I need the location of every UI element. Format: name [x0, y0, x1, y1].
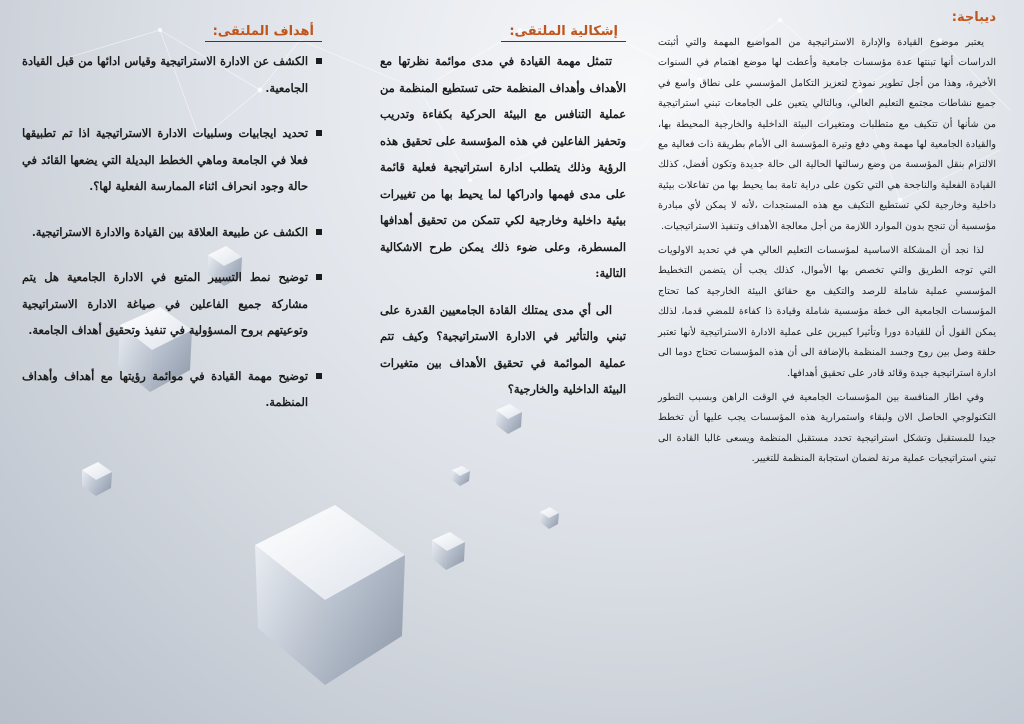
intro-paragraph-2: لذا نجد أن المشكلة الاساسية لمؤسسات التعليم العالي هي في تحديد الاولويات التي توجه الطريق والتي تخصص بها الأموال، كذلك يجب أن يتضمن التخطيط المؤسسي عملية شاملة للرصد والتكيف مع حقائق البيئة الخارجية كما تحتاج المؤسسات الجامعية الى خطة مؤسسية شاملة وقيادة ذا كفاءة للمضي قدما، لذلك يمكن القول أن للقيادة دورا وتأثيرا كبيرين على عملية الادارة الاستراتيجية لأنها تعتبر حلقة وصل بين روح وجسد المنظمة بالإضافة الى أن هذه المؤسسات تحتاج دوما الى ادارة استراتيجية جيدة وقائد قادر على تحقيق أهدافها. [658, 245, 996, 379]
square-bullet-icon [316, 373, 322, 379]
objective-item [22, 363, 322, 416]
small-cube-5 [540, 507, 559, 529]
square-bullet-icon [316, 274, 322, 280]
square-bullet-icon [316, 130, 322, 136]
objective-text: توضيح نمط التسيير المتبع في الادارة الجامعية هل يتم مشاركة جميع الفاعلين في صياغة الادارة الاستراتيجية وتوعيتهم بروح المسؤولية في تنفيذ وتحقيق أهداف الجامعة. [22, 270, 308, 337]
square-bullet-icon [316, 229, 322, 235]
square-bullet-icon [316, 58, 322, 64]
objective-item [22, 264, 322, 344]
objective-text: الكشف عن طبيعة العلاقة بين القيادة والادارة الاستراتيجية. [31, 224, 308, 239]
objectives-heading: أهداف الملتقى: [205, 24, 322, 42]
problem-paragraph-1: تتمثل مهمة القيادة في مدى موائمة نظرتها مع الأهداف وأهداف المنظمة حتى تستطيع المنظمة من عملية التنافس مع البيئة الحركية بكفاءة وتدريب وتحفيز الفاعلين في هذه المؤسسة على تحقيق هذه الرؤية وذلك يتطلب ادارة استراتيجية فعلية قائمة على مدى فهمها وادراكها لما يحيط بها من تغييرات بيئية داخلية وخارجية لكي تتمكن من تحقيق أهدافها المسطرة، وعلى ضوء ذلك يمكن طرح الاشكالية التالية: [380, 54, 626, 280]
problem-question: الى أي مدى يمتلك القادة الجامعيين القدرة على تبني والتأثير في الادارة الاستراتيجية؟ وكيف تتم عملية الموائمة في تحقيق الأهداف بين متغيرات البيئة الداخلية والخارجية؟ [380, 302, 626, 396]
objective-item [22, 219, 322, 246]
objective-text: الكشف عن الادارة الاستراتيجية وقياس ادائها من قبل القيادة الجامعية. [22, 54, 308, 95]
intro-paragraph-3: وفي اطار المنافسة بين المؤسسات الجامعية في الوقت الراهن وبسبب التطور التكنولوجي الحاصل الان ولبقاء واستمرارية هذه المؤسسات يجب عليها أن تخطط جيدا للمستقبل وتشكل استراتيجية تحدد مستقبل المنظمة ويسعى غالبا القادة الى تبني استراتيجيات عملية مرنة لضمان استجابة المنظمة للتغيير. [658, 391, 996, 465]
objective-text: تحديد ايجابيات وسلبيات الادارة الاستراتيجية اذا تم تطبيقها فعلا في الجامعة وماهي الخطط البديلة التي يضعها القائد في حالة وجود انحراف اثناء الممارسة الفعلية لها؟. [22, 126, 308, 193]
small-cube-3 [432, 532, 465, 570]
problem-heading: إشكالية الملتقى: [501, 24, 626, 42]
objectives-list [22, 48, 322, 416]
problem-section [380, 20, 626, 413]
intro-section [658, 6, 996, 474]
objective-item [22, 120, 322, 200]
large-cube [255, 505, 405, 685]
objective-text: توضيح مهمة القيادة في موائمة رؤيتها مع أهداف وأهداف المنظمة. [22, 368, 308, 409]
small-cube-2 [82, 462, 112, 496]
intro-heading: ديباجة: [951, 10, 996, 25]
objective-item [22, 48, 322, 101]
intro-paragraph-1: يعتبر موضوع القيادة والإدارة الاستراتيجية من المواضيع المهمة والتي أثبتت الدراسات أنها تبنتها عدة مؤسسات جامعية وأعطت لها موضع اهتمام في السنوات الأخيرة، وهذا من أجل تطوير نموذج لتعزيز التكامل المؤسسي على نطاق واسع في جميع نشاطات مجتمع التعليم العالي، وبالتالي يتعين على الجامعات تبني استراتيجية من شأنها أن تتكيف مع متطلبات ومتغيرات البيئة الداخلية والخارجية المحيطة بها، والقيادة الجامعية لها مهمة وهي دفع وتيرة المؤسسة الى الأمام بطريقة ذات فعالية مع الالتزام بنقل المؤسسة من وضع رسالتها الحالية الى حالة جديدة وتكون أفضل، كذلك القيادة الفعلية والناجحة هي التي تكون على دراية تامة بما يحيط بها من تفاعلات بيئية داخلية وخارجية لكي تستطيع التكيف مع هذه المستجدات ،لأنه لا يمكن لأي مبادرة مؤسسية أن تنجح بدون الموارد اللازمة من أجل معالجة الأهداف وتنفيذ الاستراتيجيات. [658, 37, 996, 232]
objectives-section [22, 20, 322, 435]
small-cube-6 [452, 466, 470, 486]
